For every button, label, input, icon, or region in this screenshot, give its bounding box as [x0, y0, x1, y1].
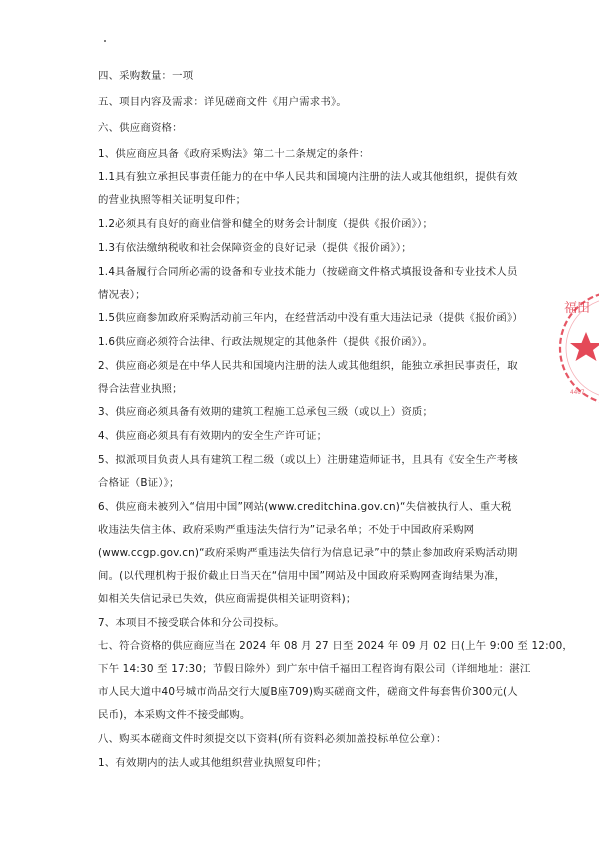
seal-top-text: 福田: [564, 301, 591, 316]
clause-1-4-line-2: 情况表）；: [98, 289, 146, 301]
section-5-content: 五、项目内容及需求：详见磋商文件《用户需求书》。: [98, 96, 347, 108]
clause-1-2: 1.2必须具有良好的商业信誉和健全的财务会计制度（提供《报价函》）；: [98, 218, 434, 230]
clause-1-6: 1.6供应商必须符合法律、行政法规规定的其他条件（提供《报价函》）。: [98, 336, 434, 348]
clause-7: 7、本项目不接受联合体和分公司投标。: [98, 617, 285, 629]
seal-bottom-code: 4407: [570, 389, 585, 396]
seal-star-icon: [570, 332, 599, 361]
section-8-item-1: 1、有效期内的法人或其他组织营业执照复印件；: [98, 757, 328, 769]
section-6-heading: 六、供应商资格：: [98, 122, 183, 134]
clause-1-1-line-1: 1.1具有独立承担民事责任能力的在中华人民共和国境内注册的法人或其他组织，提供有效: [98, 171, 518, 183]
seal-graphic: [556, 286, 599, 410]
section-7-line-4: 民币)，本采购文件不接受邮购。: [98, 709, 251, 721]
clause-1-5: 1.5供应商参加政府采购活动前三年内，在经营活动中没有重大违法记录（提供《报价函》）: [98, 312, 523, 324]
clause-1-3: 1.3有依法缴纳税收和社会保障资金的良好记录（提供《报价函》）；: [98, 242, 412, 254]
clause-1-4-line-1: 1.4具备履行合同所必需的设备和专业技术能力（按磋商文件格式填报设备和专业技术人员: [98, 266, 518, 278]
scan-speck: [104, 40, 106, 42]
clause-6-line-3: (www.ccgp.gov.cn)“政府采购严重违法失信行为信息记录”中的禁止参加政府采购活动期: [98, 547, 518, 559]
clause-6-line-5: 如相关失信记录已失效，供应商需提供相关证明资料)；: [98, 593, 357, 605]
section-7-line-3: 市人民大道中40号城市尚品交行大厦B座709)购买磋商文件，磋商文件每套售价300元(人: [98, 686, 518, 698]
clause-6-line-4: 间。(以代理机构于报价截止日当天在“信用中国”网站及中国政府采购网查询结果为准，: [98, 570, 506, 582]
section-7-line-1: 七、符合资格的供应商应当在 2024 年 08 月 27 日至 2024 年 09 月 02 日(上午 9:00 至 12:00，: [98, 640, 574, 652]
clause-4: 4、供应商必须具有有效期内的安全生产许可证；: [98, 430, 328, 442]
section-4-quantity: 四、采购数量：一项: [98, 70, 194, 82]
clause-2-line-1: 2、供应商必须是在中华人民共和国境内注册的法人或其他组织，能独立承担民事责任，取: [98, 360, 518, 372]
clause-5-line-2: 合格证（B证）》；: [98, 477, 180, 489]
section-7-line-2: 下午 14:30 至 17:30；节假日除外）到广东中信千福田工程咨询有限公司（详细地址：湛江: [98, 663, 531, 675]
clause-2-line-2: 得合法营业执照；: [98, 383, 183, 395]
clause-1: 1、供应商应具备《政府采购法》第二十二条规定的条件：: [98, 148, 370, 160]
clause-3: 3、供应商必须具备有效期的建筑工程施工总承包三级（或以上）资质；: [98, 406, 434, 418]
clause-6-line-2: 收违法失信主体、政府采购严重违法失信行为”记录名单；不处于中国政府采购网: [98, 524, 475, 536]
section-8-heading: 八、购买本磋商文件时须提交以下资料(所有资料必须加盖投标单位公章）：: [98, 733, 447, 745]
clause-5-line-1: 5、拟派项目负责人具有建筑工程二级（或以上）注册建造师证书，且具有《安全生产考核: [98, 454, 518, 466]
clause-1-1-line-2: 的营业执照等相关证明复印件；: [98, 194, 247, 206]
company-seal: [556, 286, 599, 410]
clause-6-line-1: 6、供应商未被列入“信用中国”网站(www.creditchina.gov.cn)“失信被执行人、重大税: [98, 501, 512, 513]
